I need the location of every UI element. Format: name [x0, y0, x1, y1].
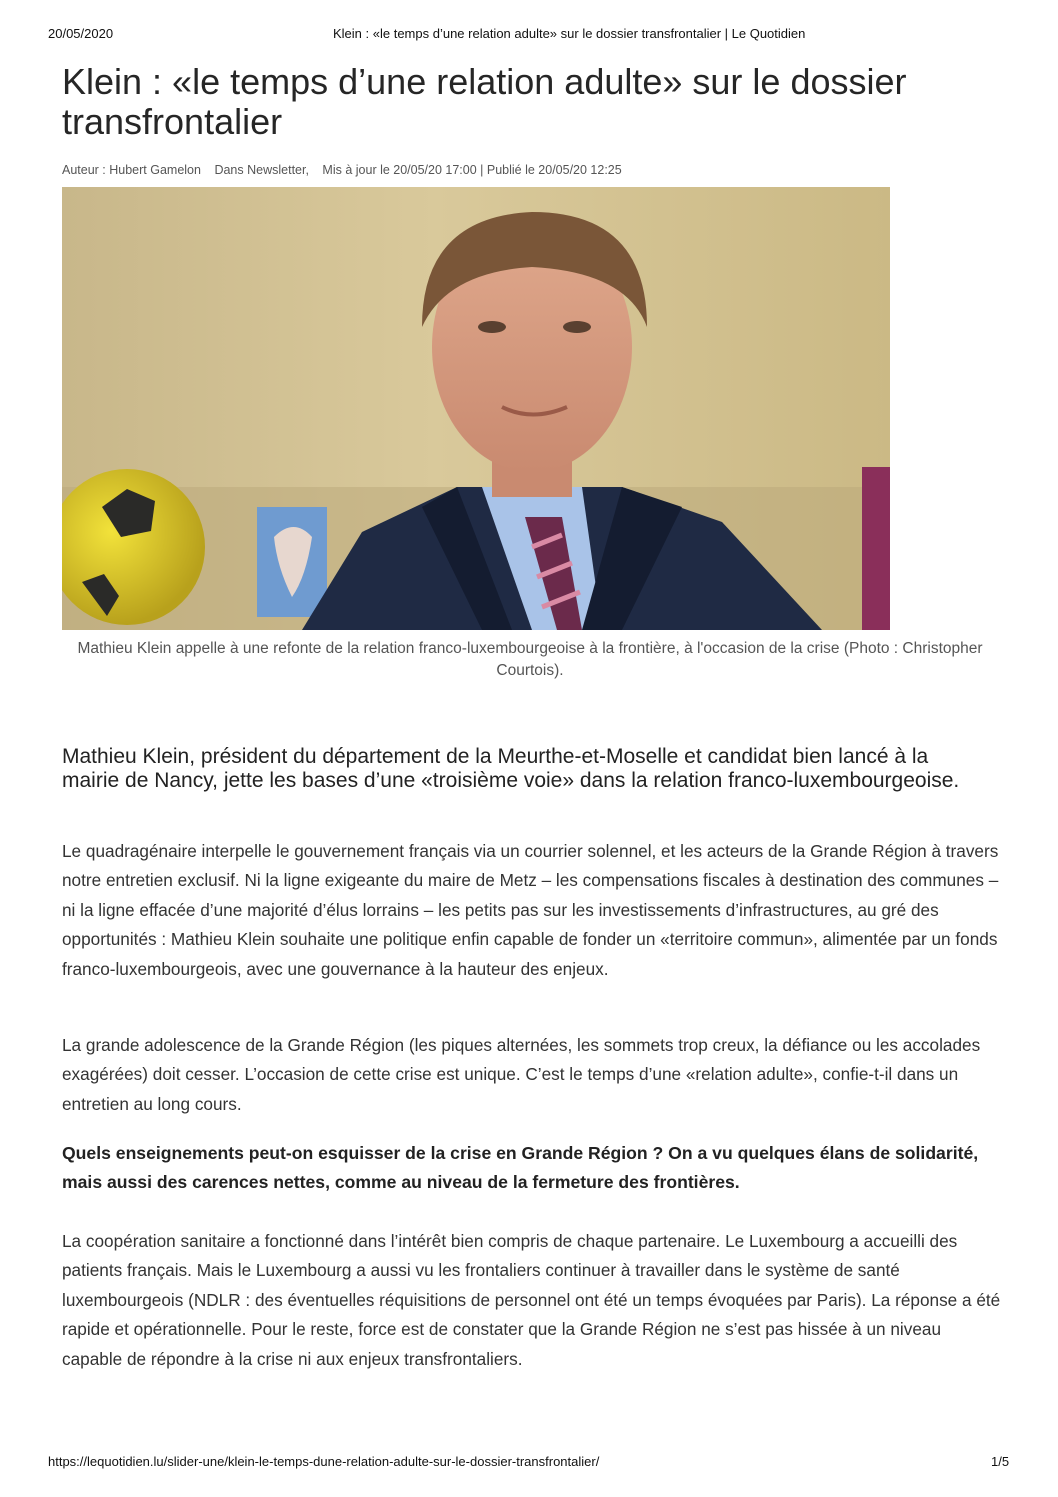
print-date: 20/05/2020: [48, 26, 114, 41]
interview-question-1: Quels enseignements peut-on esquisser de la crise en Grande Région ? On a vu quelques élans de solidarité, mais aussi des carences nettes, comme au niveau de la fermeture des frontières.: [62, 1143, 979, 1193]
print-url[interactable]: https://lequotidien.lu/slider-une/klein-le-temps-dune-relation-adulte-sur-le-dossier-transfrontalier/: [48, 1454, 600, 1469]
interview-answer-1: La coopération sanitaire a fonctionné dans l’intérêt bien compris de chaque partenaire. Le Luxembourg a accueilli des patients français. Mais le Luxembourg a aussi vu les frontaliers continuer à travailler dans le système de santé luxembourgeois (NDLR : des éventuelles réquisitions de personnel ont été un temps évoquées par Paris). La réponse a été rapide et opérationnelle. Pour le reste, force est de constater que la Grande Région ne s’est pas hissée à un niveau capable de répondre à la crise ni aux enjeux transfrontaliers.: [62, 1231, 1001, 1369]
category-link[interactable]: Dans Newsletter,: [214, 163, 309, 177]
article-title: Klein : «le temps d’une relation adulte» sur le dossier transfrontalier: [62, 61, 907, 142]
author-link[interactable]: Auteur : Hubert Gamelon: [62, 163, 201, 177]
article-lead: Mathieu Klein, président du département de la Meurthe-et-Moselle et candidat bien lancé à la mairie de Nancy, jette les bases d’une «troisième voie» dans la relation franco-luxembourgeoise.: [62, 745, 960, 792]
article-photo: [62, 187, 890, 630]
print-page-title: Klein : «le temps d’une relation adulte» sur le dossier transfrontalier | Le Quotidien: [333, 26, 806, 41]
article-paragraph-2: La grande adolescence de la Grande Région (les piques alternées, les sommets trop creux, la défiance ou les accolades exagérées) doit cesser. L’occasion de cette crise est unique. C’est le temps d’une «relation adulte», confie-t-il dans un entretien au long cours.: [62, 1035, 981, 1114]
photo-caption: Mathieu Klein appelle à une refonte de la relation franco-luxembourgeoise à la frontière, à l'occasion de la crise (Photo : Christopher Courtois).: [77, 640, 983, 679]
article-meta: [62, 163, 632, 177]
page-number: 1/5: [991, 1454, 1010, 1469]
print-header: [0, 26, 1058, 44]
publish-dates: Mis à jour le 20/05/20 17:00 | Publié le 20/05/20 12:25: [322, 163, 622, 177]
print-footer: [0, 1454, 1058, 1472]
article-paragraph-1: Le quadragénaire interpelle le gouvernement français via un courrier solennel, et les acteurs de la Grande Région à travers notre entretien exclusif. Ni la ligne exigeante du maire de Metz – les compensations fiscales à destination des communes – ni la ligne effacée d’une majorité d’élus lorrains – les petits pas sur les investissements d’infrastructures, au gré des opportunités : Mathieu Klein souhaite une politique enfin capable de fonder un «territoire commun», alimentée par un fonds franco-luxembourgeois, avec une gouvernance à la hauteur des enjeux.: [62, 841, 999, 979]
